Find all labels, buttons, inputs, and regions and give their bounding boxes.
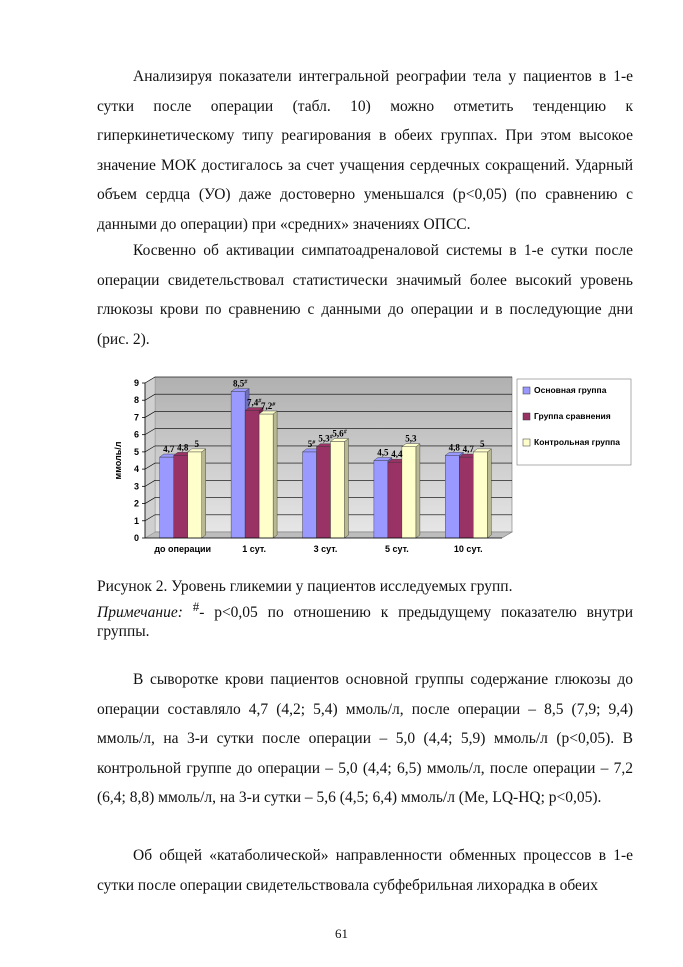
y-tick-label: 6 (133, 429, 139, 440)
figure-caption: Рисунок 2. Уровень гликемии у пациентов исследуемых групп. (97, 578, 513, 595)
y-tick-label: 1 (133, 515, 139, 526)
legend-entry: Группа сравнения (534, 411, 611, 421)
bar-side (202, 449, 206, 538)
x-category-label: 1 сут. (242, 544, 266, 554)
significance-mark: # (343, 429, 347, 436)
legend-swatch (523, 439, 530, 446)
data-label: 5,3 (405, 433, 417, 444)
paragraph-2: Косвенно об активации симпатоадреналовой системы в 1-е сутки после операции свидетельствовал статистически значимый более высокий уровень глюкозы крови по сравнению с данными до операции и в последующие дни (рис. 2). (97, 242, 633, 348)
data-label: 7,4# (246, 397, 262, 408)
bar-front (188, 452, 202, 538)
paragraph-4: Об общей «катаболической» направленности обменных процессов в 1-е сутки после операции свидетельствовала субфебрильная лихорадка в обеих (97, 847, 633, 894)
data-label: 4,8 (177, 442, 189, 453)
data-label: 5 (194, 438, 199, 449)
page-number: 61 (335, 926, 348, 941)
data-label: 4,8 (448, 442, 460, 453)
y-tick-label: 8 (133, 395, 139, 406)
y-tick-label: 7 (133, 412, 139, 423)
data-label: 4,5 (377, 447, 389, 458)
bar-front (317, 447, 331, 538)
note-label: Примечание: (97, 604, 183, 622)
significance-mark: # (258, 398, 262, 405)
data-label: 5,3# (318, 433, 333, 444)
chart-side-wall (145, 377, 155, 538)
bar-front (374, 461, 388, 539)
legend-entry: Контрольная группа (534, 437, 621, 447)
y-tick-label: 2 (133, 498, 139, 509)
note-text: - р<0,05 по отношению к предыдущему показателю внутри группы. (97, 604, 633, 641)
significance-mark: # (329, 434, 333, 441)
significance-mark: # (272, 402, 276, 408)
legend-entry: Основная группа (534, 385, 607, 395)
bar-front (160, 457, 174, 538)
x-category-label: до операции (154, 544, 212, 554)
figure-note (97, 597, 633, 641)
y-tick-label: 4 (133, 464, 139, 475)
bar-front (231, 392, 245, 538)
data-label: 5 (480, 438, 485, 449)
data-label: 8,5# (232, 378, 248, 389)
paragraph-3: В сыворотке крови пациентов основной группы содержание глюкозы до операции составляло 4,7 (4,2; 5,4) ммоль/л, после операции – 8,5 (7,9; 9,4) ммоль/л, на 3-и сутки после операции – 5,0 (4,4; 5,9) ммоль/л (р<0,05). В контрольной группе до операции – 5,0 (4,4; 6,5) ммоль/л, после операции – 7,2 (6,4; 8,8) ммоль/л, на 3-и сутки – 5,6 (4,5; 6,4) ммоль/л (Me, LQ-HQ; р<0,05). (97, 671, 633, 806)
legend-swatch (523, 387, 530, 394)
bar (188, 449, 206, 538)
bar-side (416, 444, 420, 538)
bar-front (402, 447, 416, 538)
y-tick-label: 5 (133, 446, 139, 457)
y-tick-label: 0 (133, 533, 139, 543)
bar (402, 444, 420, 538)
note-mark: # (192, 599, 200, 614)
data-label: 5# (307, 438, 316, 449)
bar-front (388, 462, 402, 538)
significance-mark: # (312, 439, 316, 446)
bar-front (459, 457, 473, 538)
data-label: 5,6# (332, 428, 347, 439)
bar-front (331, 442, 345, 538)
bar-front (303, 452, 317, 538)
data-label: 4,7 (163, 444, 175, 455)
bar-front (245, 411, 259, 538)
glycemia-chart (97, 363, 637, 563)
bar-front (174, 455, 188, 538)
data-label: 4,7 (462, 444, 474, 455)
bar-side (345, 439, 349, 538)
bar (259, 411, 277, 538)
significance-mark: # (244, 379, 248, 386)
bar-front (259, 414, 273, 538)
data-label: 7,2# (260, 401, 276, 411)
bar (331, 439, 349, 538)
legend-swatch (523, 413, 530, 420)
paragraph-1: Анализируя показатели интегральной реографии тела у пациентов в 1-е сутки после операции (табл. 10) можно отметить тенденцию к гиперкинетическому типу реагирования в обеих группах. При этом высокое значение МОК достигалось за счет учащения сердечных сокращений. Ударный объем сердца (УО) даже достоверно уменьшался (р<0,05) (по сравнению с данными до операции) при «средних» значениях ОПСС. (97, 68, 633, 233)
bar-side (487, 449, 491, 538)
bar-side (273, 411, 277, 538)
y-axis-label: ммоль/л (113, 441, 123, 480)
data-label: 4,4 (391, 449, 403, 460)
bar-front (445, 455, 459, 538)
y-tick-label: 3 (133, 481, 139, 492)
bar-front (473, 452, 487, 538)
x-category-label: 3 сут. (313, 544, 338, 554)
bar (473, 449, 491, 538)
y-tick-label: 9 (133, 378, 139, 388)
x-category-label: 5 сут. (385, 544, 409, 554)
x-category-label: 10 сут. (453, 544, 483, 554)
